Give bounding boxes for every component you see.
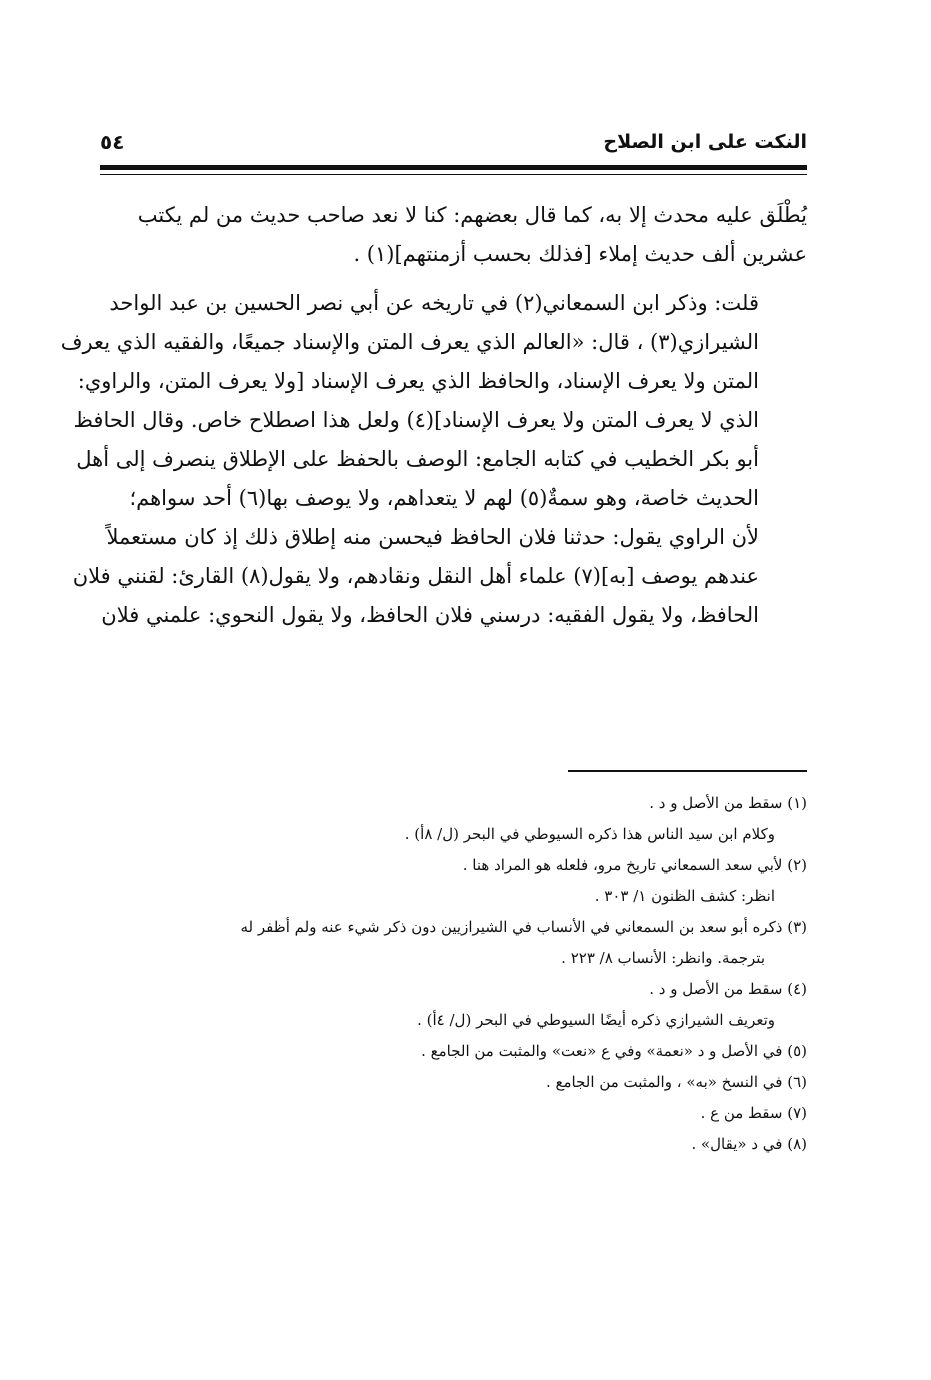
footnote-3: (٣) ذكره أبو سعد بن السمعاني في الأنساب في الشيرازيين دون ذكر شيء عنه ولم أظفر له [240, 918, 807, 936]
text-line: الحافظ، ولا يقول الفقيه: درسني فلان الحافظ، ولا يقول النحوي: علمني فلان [101, 603, 759, 627]
running-header [100, 128, 807, 158]
footnote-2-remark: انظر: كشف الظنون ١/ ٣٠٣ . [594, 887, 775, 905]
text-line: أبو بكر الخطيب في كتابه الجامع: الوصف بالحفظ على الإطلاق ينصرف إلى أهل [76, 447, 759, 471]
footnote-4-remark: وتعريف الشيرازي ذكره أيضًا السيوطي في البحر (ل/ ٤أ) . [417, 1011, 775, 1029]
text-line: الذي لا يعرف المتن ولا يعرف الإسناد](٤) ولعل هذا اصطلاح خاص. وقال الحافظ [73, 408, 759, 432]
footnote-6: (٦) في النسخ «به» ، والمثبت من الجامع . [546, 1073, 807, 1091]
text-line: الشيرازي(٣) ، قال: «العالم الذي يعرف المتن والإسناد جميعًا، والفقيه الذي يعرف [60, 330, 759, 354]
page-number: ٥٤ [100, 130, 125, 154]
text-line: يُطْلَق عليه محدث إلا به، كما قال بعضهم: كنا لا نعد صاحب حديث من لم يكتب [137, 203, 807, 227]
text-line: الحديث خاصة، وهو سمةٌ(٥) لهم لا يتعداهم، ولا يوصف بها(٦) أحد سواهم؛ [129, 486, 759, 510]
footnote-7: (٧) سقط من ع . [700, 1104, 807, 1122]
footnotes [100, 788, 807, 1160]
header-rule-thin [100, 174, 807, 175]
paragraph [60, 284, 807, 635]
footnote-3-continuation: بترجمة. وانظر: الأنساب ٨/ ٢٢٣ . [561, 949, 765, 967]
footnote-5: (٥) في الأصل و د «نعمة» وفي ع «نعت» والمثبت من الجامع . [421, 1042, 807, 1060]
header-rule-thick [100, 165, 807, 170]
main-text [60, 196, 807, 635]
paragraph [100, 196, 807, 274]
text-line: قلت: وذكر ابن السمعاني(٢) في تاريخه عن أبي نصر الحسين بن عبد الواحد [109, 291, 759, 315]
text-line: عندهم يوصف [به](٧) علماء أهل النقل ونقادهم، ولا يقول(٨) القارئ: لقنني فلان [72, 564, 759, 588]
footnote-separator [568, 770, 807, 772]
text-line: عشرين ألف حديث إملاء [فذلك بحسب أزمنتهم](١) . [353, 242, 807, 266]
text-line: لأن الراوي يقول: حدثنا فلان الحافظ فيحسن منه إطلاق ذلك إذ كان مستعملاً [106, 525, 759, 549]
text-line: المتن ولا يعرف الإسناد، والحافظ الذي يعرف الإسناد [ولا يعرف المتن، والراوي: [77, 369, 759, 393]
footnote-1: (١) سقط من الأصل و د . [649, 794, 807, 812]
footnote-1-remark: وكلام ابن سيد الناس هذا ذكره السيوطي في البحر (ل/ ٨أ) . [404, 825, 775, 843]
running-title: النكت على ابن الصلاح [603, 131, 807, 153]
footnote-8: (٨) في د «يقال» . [691, 1135, 807, 1153]
footnote-4: (٤) سقط من الأصل و د . [649, 980, 807, 998]
footnote-2: (٢) لأبي سعد السمعاني تاريخ مرو، فلعله هو المراد هنا . [462, 856, 807, 874]
